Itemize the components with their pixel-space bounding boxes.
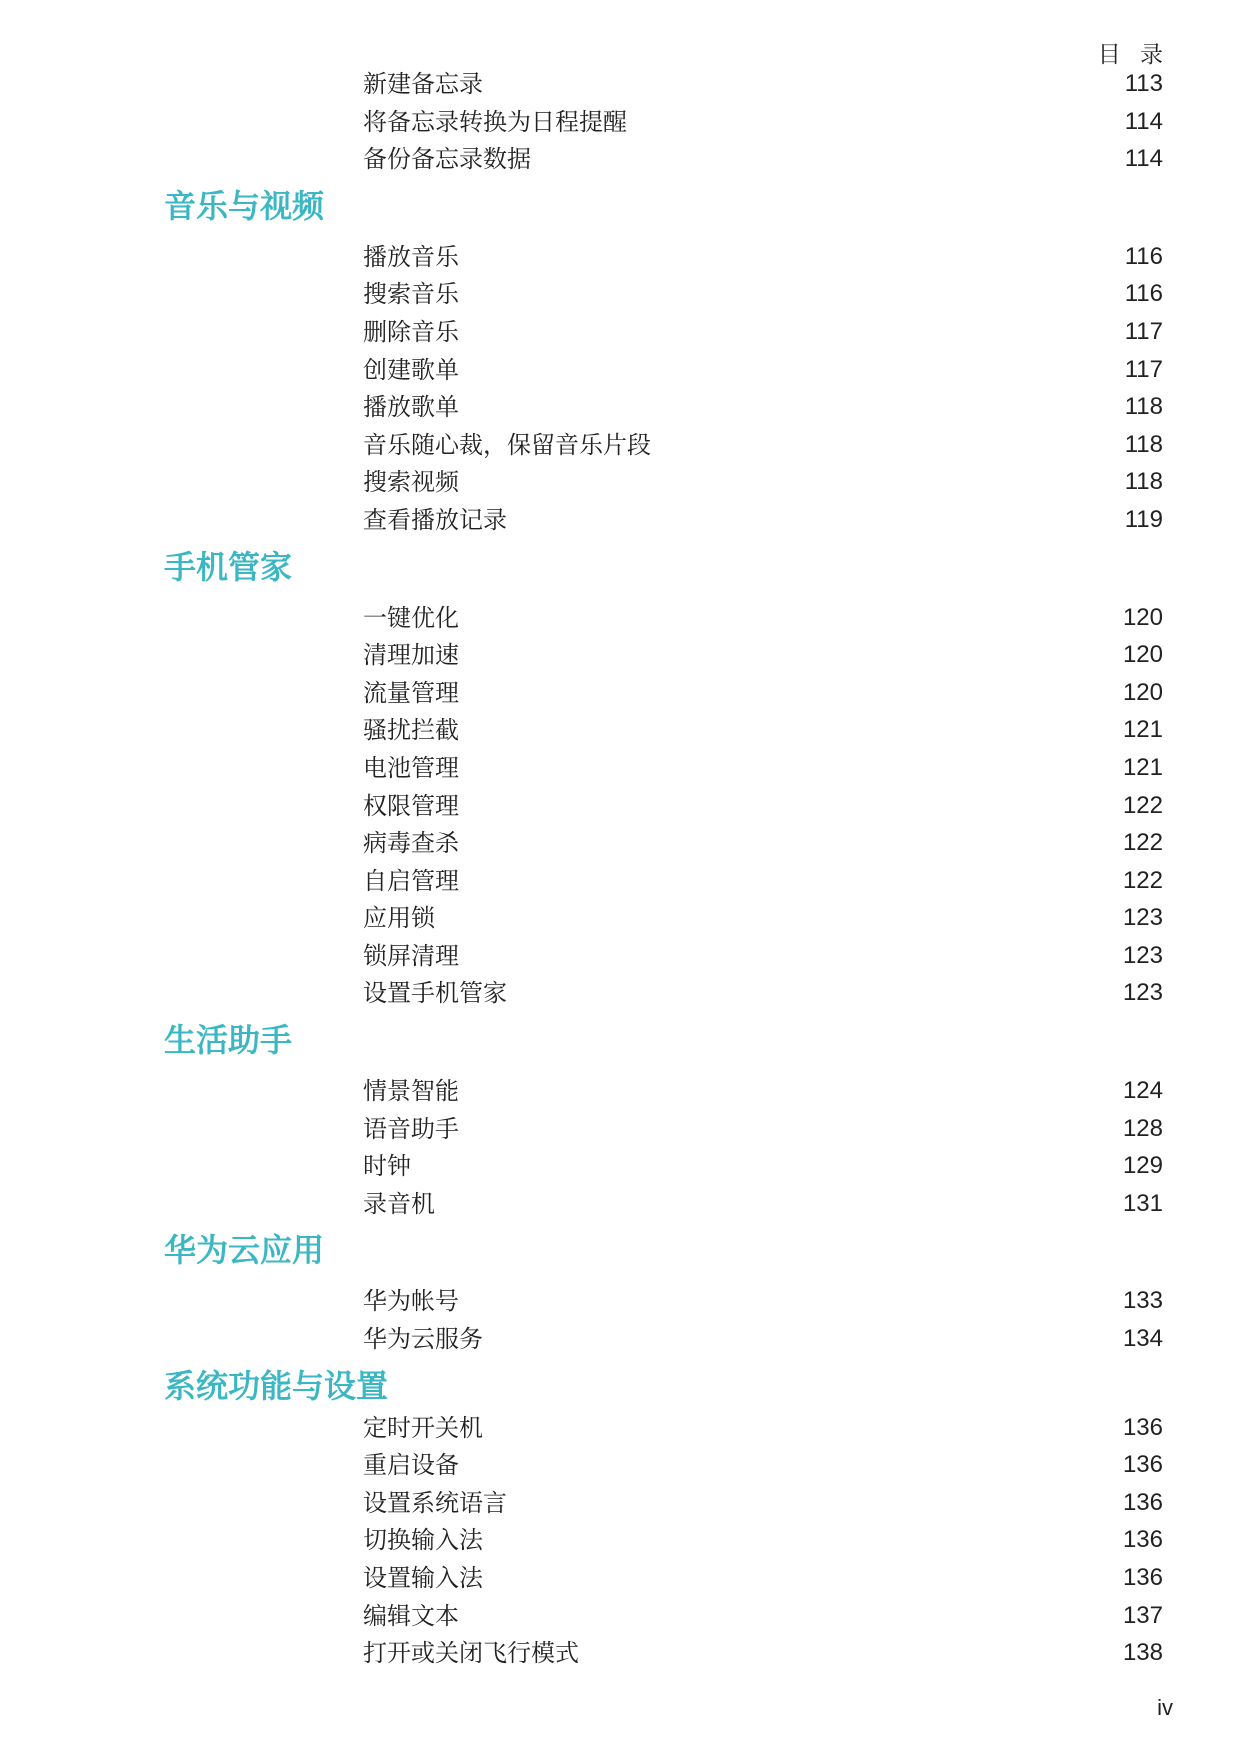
- toc-entry-page-number: 118: [1124, 393, 1163, 421]
- toc-entry[interactable]: [0, 824, 1241, 862]
- section-title: 手机管家: [164, 547, 293, 586]
- toc-entry-page-number: 119: [1124, 505, 1163, 533]
- toc-entry-title: 删除音乐: [363, 317, 459, 346]
- toc-section-heading[interactable]: [0, 178, 1241, 238]
- toc-entry-title: 新建备忘录: [363, 70, 483, 98]
- toc-section-heading[interactable]: [0, 539, 1241, 599]
- toc-entry-page-number: 134: [1122, 1325, 1163, 1353]
- toc-entry[interactable]: [0, 1484, 1241, 1522]
- toc-entry-title: 骚扰拦截: [363, 716, 459, 745]
- toc-entry-page-number: 114: [1124, 145, 1163, 173]
- toc-entry[interactable]: [0, 313, 1241, 351]
- toc-entry-page-number: 136: [1122, 1526, 1163, 1554]
- toc-entry[interactable]: [0, 1446, 1241, 1484]
- toc-entry-page-number: 121: [1122, 716, 1163, 744]
- toc-entry[interactable]: [0, 463, 1241, 501]
- toc-entry-page-number: 122: [1122, 829, 1163, 857]
- toc-entry-title: 编辑文本: [363, 1601, 459, 1630]
- toc-entry-title: 播放歌单: [363, 393, 459, 422]
- toc-entry[interactable]: [0, 1521, 1241, 1559]
- toc-entry[interactable]: [0, 599, 1241, 637]
- toc-entry-page-number: 121: [1122, 753, 1163, 781]
- toc-entry-page-number: 113: [1124, 70, 1163, 97]
- toc-entry[interactable]: [0, 636, 1241, 674]
- toc-entry-page-number: 116: [1124, 280, 1163, 308]
- toc-entry[interactable]: [0, 501, 1241, 539]
- toc-entry[interactable]: [0, 937, 1241, 975]
- toc-entry-page-number: 138: [1122, 1639, 1163, 1667]
- toc-entry-title: 音乐随心裁，保留音乐片段: [363, 430, 651, 459]
- toc-entry[interactable]: [0, 426, 1241, 464]
- toc-entry-title: 应用锁: [363, 904, 435, 933]
- toc-entry-title: 设置输入法: [363, 1564, 483, 1592]
- toc-entry-title: 情景智能: [363, 1077, 459, 1106]
- section-title: 生活助手: [164, 1021, 293, 1060]
- toc-entry-title: 时钟: [363, 1152, 411, 1181]
- toc-entry-title: 重启设备: [363, 1451, 459, 1480]
- section-title: 系统功能与设置: [164, 1366, 389, 1405]
- toc-entry-title: 创建歌单: [363, 355, 459, 384]
- toc-entry[interactable]: [0, 1634, 1241, 1672]
- toc-entry-title: 电池管理: [363, 753, 459, 782]
- toc-entry[interactable]: [0, 1185, 1241, 1223]
- toc-entry[interactable]: [0, 711, 1241, 749]
- toc-entry-page-number: 122: [1122, 866, 1163, 894]
- toc-entry-page-number: 133: [1122, 1287, 1163, 1315]
- toc-entry[interactable]: [0, 1409, 1241, 1447]
- toc-entry-title: 语音助手: [363, 1114, 459, 1143]
- section-title: 华为云应用: [164, 1231, 325, 1270]
- toc-section-heading[interactable]: [0, 1358, 1241, 1409]
- toc-entry-title: 将备忘录转换为日程提醒: [363, 107, 627, 136]
- toc-entry-page-number: 137: [1122, 1601, 1163, 1629]
- toc-entry-page-number: 124: [1122, 1077, 1163, 1105]
- toc-entry-page-number: 116: [1124, 242, 1163, 270]
- toc-entry[interactable]: [0, 1147, 1241, 1185]
- toc-entry[interactable]: [0, 1072, 1241, 1110]
- toc-entry[interactable]: [0, 674, 1241, 712]
- toc-entry-title: 备份备忘录数据: [363, 145, 531, 174]
- toc-entry-page-number: 120: [1122, 641, 1163, 669]
- toc-section-heading[interactable]: [0, 1012, 1241, 1072]
- toc-entry-title: 切换输入法: [363, 1526, 483, 1555]
- toc-entry-page-number: 120: [1122, 603, 1163, 631]
- toc-entry[interactable]: [0, 749, 1241, 787]
- toc-entry[interactable]: [0, 1110, 1241, 1148]
- toc-entry-title: 自启管理: [363, 866, 459, 895]
- toc-entry[interactable]: [0, 388, 1241, 426]
- toc-entry-page-number: 128: [1122, 1114, 1163, 1142]
- toc-entry-title: 华为帐号: [363, 1287, 459, 1316]
- table-of-contents: [0, 65, 1241, 1672]
- toc-entry[interactable]: [0, 1559, 1241, 1597]
- toc-entry-page-number: 120: [1122, 678, 1163, 706]
- toc-entry-title: 搜索视频: [363, 468, 459, 497]
- toc-entry-title: 定时开关机: [363, 1413, 483, 1442]
- toc-entry[interactable]: [0, 974, 1241, 1012]
- toc-entry-page-number: 118: [1124, 430, 1163, 458]
- toc-entry[interactable]: [0, 899, 1241, 937]
- toc-section-heading[interactable]: [0, 1222, 1241, 1282]
- toc-entry-title: 播放音乐: [363, 242, 459, 271]
- toc-entry-title: 打开或关闭飞行模式: [363, 1639, 579, 1668]
- toc-entry[interactable]: [0, 862, 1241, 900]
- toc-header-label: 目 录: [1097, 42, 1169, 68]
- toc-entry-page-number: 117: [1124, 317, 1163, 345]
- toc-entry-title: 录音机: [363, 1189, 435, 1218]
- toc-entry-page-number: 123: [1122, 941, 1163, 969]
- toc-entry[interactable]: [0, 275, 1241, 313]
- toc-entry-title: 设置手机管家: [363, 979, 507, 1008]
- toc-entry-page-number: 131: [1122, 1189, 1163, 1217]
- toc-entry-title: 病毒查杀: [363, 829, 459, 858]
- toc-entry[interactable]: [0, 1597, 1241, 1635]
- toc-entry-page-number: 136: [1122, 1564, 1163, 1591]
- toc-entry[interactable]: [0, 103, 1241, 141]
- toc-entry-page-number: 136: [1122, 1488, 1163, 1516]
- toc-entry-title: 流量管理: [363, 678, 459, 707]
- toc-entry-title: 查看播放记录: [363, 505, 507, 534]
- toc-entry-page-number: 118: [1124, 468, 1163, 496]
- toc-entry-page-number: 123: [1122, 904, 1163, 932]
- toc-entry[interactable]: [0, 140, 1241, 178]
- toc-entry[interactable]: [0, 238, 1241, 276]
- toc-entry-page-number: 136: [1122, 1451, 1163, 1479]
- toc-entry[interactable]: [0, 65, 1241, 103]
- toc-entry-title: 锁屏清理: [363, 941, 459, 970]
- toc-entry-title: 华为云服务: [363, 1325, 483, 1354]
- toc-entry-page-number: 129: [1122, 1152, 1163, 1180]
- toc-entry[interactable]: [0, 787, 1241, 825]
- toc-entry[interactable]: [0, 1320, 1241, 1358]
- toc-entry-page-number: 123: [1122, 979, 1163, 1007]
- toc-entry[interactable]: [0, 1282, 1241, 1320]
- toc-entry-page-number: 114: [1124, 107, 1163, 135]
- toc-entry-title: 一键优化: [363, 603, 459, 632]
- toc-entry-page-number: 117: [1124, 355, 1163, 383]
- section-title: 音乐与视频: [164, 186, 325, 225]
- toc-entry-title: 设置系统语言: [363, 1488, 507, 1517]
- toc-entry-title: 权限管理: [363, 791, 459, 820]
- toc-entry-title: 清理加速: [363, 641, 459, 670]
- page-number: iv: [1157, 1695, 1173, 1720]
- toc-entry-title: 搜索音乐: [363, 280, 459, 309]
- toc-entry-page-number: 122: [1122, 791, 1163, 819]
- toc-entry[interactable]: [0, 351, 1241, 389]
- toc-entry-page-number: 136: [1122, 1413, 1163, 1441]
